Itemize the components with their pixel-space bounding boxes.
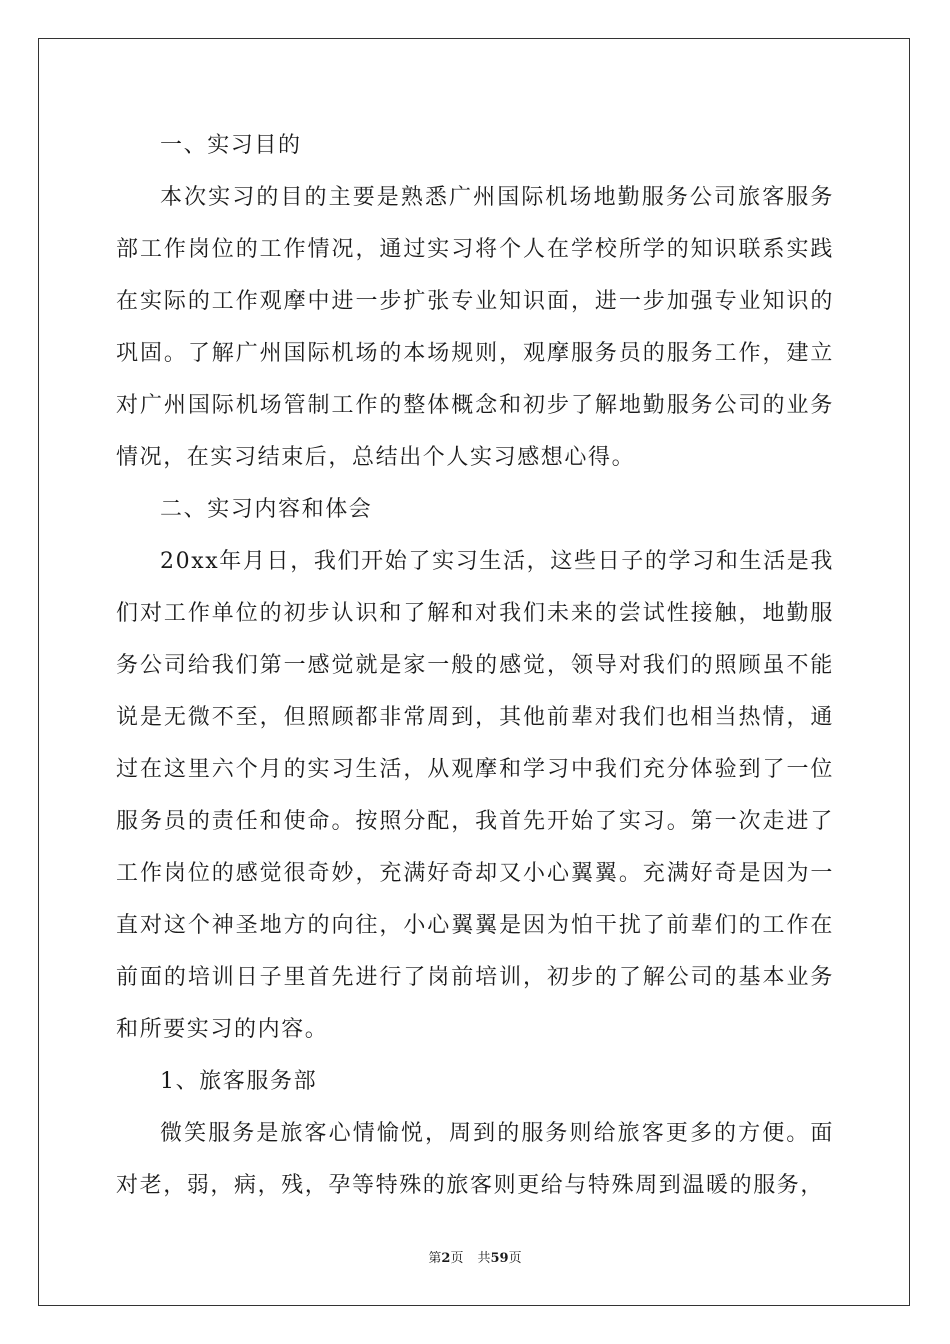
paragraph-purpose: 本次实习的目的主要是熟悉广州国际机场地勤服务公司旅客服务部工作岗位的工作情况，通过实习将个人在学校所学的知识联系实践在实际的工作观摩中进一步扩张专业知识面，进一步加强专业知识的巩固。了解广州国际机场的本场规则，观摩服务员的服务工作，建立对广州国际机场管制工作的整体概念和初步了解地勤服务公司的业务情况，在实习结束后，总结出个人实习感想心得。	[116, 185, 834, 470]
section-heading-1: 一、实习目的	[160, 133, 302, 158]
page-footer	[0, 1247, 950, 1266]
total-pages: 59	[490, 1251, 509, 1266]
page-number: 2	[441, 1251, 451, 1266]
total-suffix: 页	[508, 1251, 522, 1266]
section-heading-2: 二、实习内容和体会	[160, 497, 373, 522]
paragraph-content: 20xx年月日，我们开始了实习生活，这些日子的学习和生活是我们对工作单位的初步认识和了解和对我们未来的尝试性接触，地勤服务公司给我们第一感觉就是家一般的感觉，领导对我们的照顾虽不能说是无微不至，但照顾都非常周到，其他前辈对我们也相当热情，通过在这里六个月的实习生活，从观摩和学习中我们充分体验到了一位服务员的责任和使命。按照分配，我首先开始了实习。第一次走进了工作岗位的感觉很奇妙，充满好奇却又小心翼翼。充满好奇是因为一直对这个神圣地方的向往，小心翼翼是因为怕干扰了前辈们的工作在前面的培训日子里首先进行了岗前培训，初步的了解公司的基本业务和所要实习的内容。	[116, 549, 834, 1042]
document-body	[116, 120, 834, 1212]
page-prefix: 第	[428, 1251, 442, 1266]
page-suffix: 页	[450, 1251, 464, 1266]
subsection-heading-1: 1、旅客服务部	[160, 1069, 318, 1094]
paragraph-service: 微笑服务是旅客心情愉悦，周到的服务则给旅客更多的方便。面对老，弱，病，残，孕等特殊的旅客则更给与特殊周到温暖的服务，	[116, 1121, 834, 1198]
total-prefix: 共	[477, 1251, 491, 1266]
